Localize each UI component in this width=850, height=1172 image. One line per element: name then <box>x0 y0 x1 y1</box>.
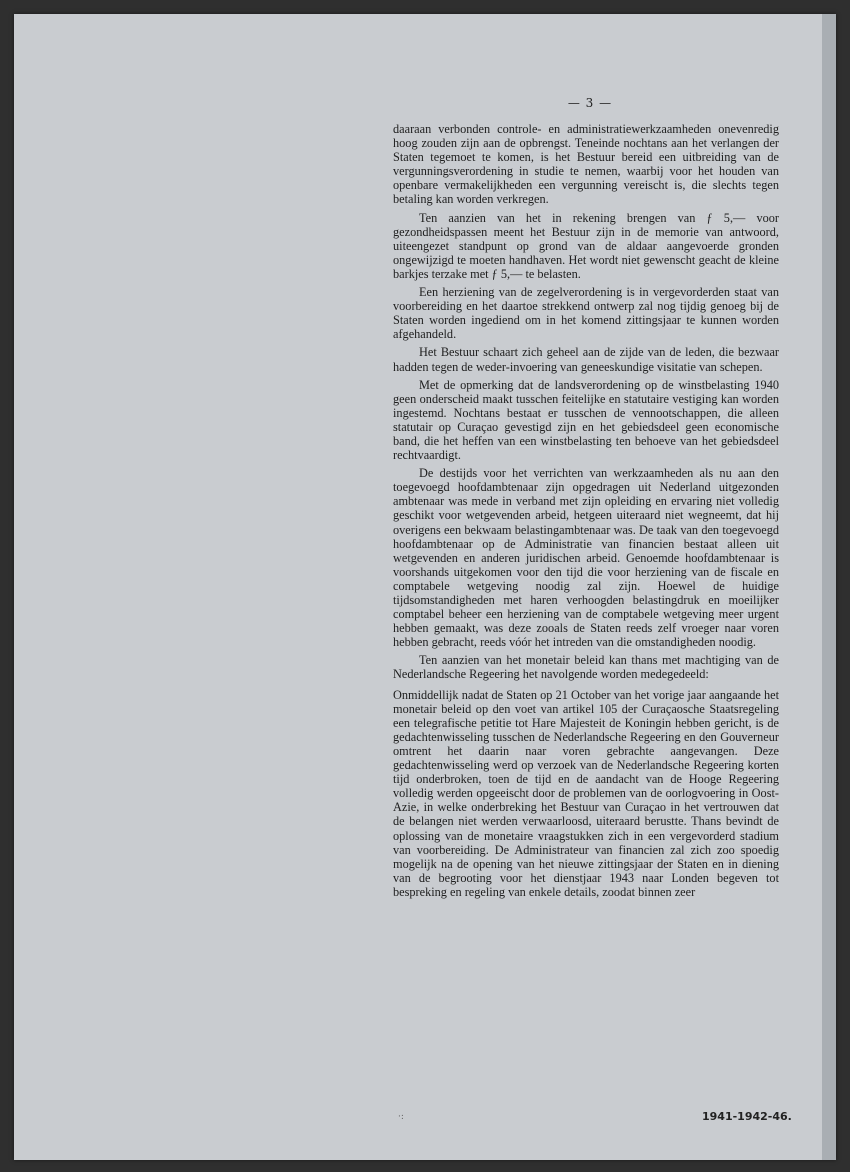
page-edge-shadow <box>822 14 836 1160</box>
paragraph-monetair-beleid: Ten aanzien van het monetair beleid kan thans met machtiging van de Nederlandsche Regeering het navolgende worden medegedeeld: <box>393 653 779 682</box>
paragraph-hoofdambtenaar: De destijds voor het verrichten van werkzaamheden als nu aan den toegevoegd hoofdambtenaar zijn opgedragen uit Nederland uitgezonden ambtenaar was mede in verband met zijn opleiding en ervaring niet volledig geschikt voor wetgevenden arbeid, hetgeen uiteraard niet wegneemt, dat hij overigens een bekwaam belastingambtenaar was. De taak van den toegevoegd hoofdambtenaar op de Administratie van financien bestaat alleen uit wetgevenden en anderen juridischen arbeid. Genoemde hoofdambtenaar is voorshands uitgekomen voor den tijd die voor herziening van de fiscale en comptabele wetgeving noodig zal zijn. Hoewel de huidige tijdsomstandigheden met haren verhoogden belastingdruk en moeilijker comptabel beheer een herziening van de comptabele wetgeving meer urgent hebben gemaakt, was deze zooals de Staten reeds zelf vroeger naar voren hebben gebracht, reeds vóór het intreden van die omstandigheden noodig. <box>393 466 779 650</box>
paragraph-winstbelasting: Met de opmerking dat de landsverordening op de winstbelasting 1940 geen onderscheid maakt tusschen feitelijke en statutaire vestiging kan worden ingestemd. Nochtans bestaat er tusschen de vennootschappen, die alleen statutair op Curaçao gevestigd zijn en het gebiedsdeel geen economische band, die het heffen van een winstbelasting ten behoeve van het gebiedsdeel rechtvaardigt. <box>393 377 779 463</box>
paragraph-continuation: daaraan verbonden controle- en administratiewerkzaamheden onevenredig hoog zouden zijn aan de opbrengst. Teneinde nochtans aan het verlangen der Staten tegemoet te komen, is het Bestuur bereid een uitbreiding van de vergunningsverordening in studie te nemen, waarbij voor het houden van openbare vermakelijkheden een vergunning vereischt is, die slechts tegen betaling kan worden verkregen. <box>393 122 779 207</box>
paragraph-quoted-statement: Onmiddellijk nadat de Staten op 21 October van het vorige jaar aangaande het monetair beleid op den voet van artikel 105 der Curaçaosche Staatsregeling een telegrafische petitie tot Hare Majesteit de Koningin hebben gericht, is de gedachtenwisseling tusschen de Nederlandsche Regeering en den Gouverneur omtrent het daarin naar voren gebrachte aangevangen. Deze gedachtenwisseling werd op verzoek van de Nederlandsche Regeering korten tijd onderbroken, toen de tijd en de aandacht van de Hooge Regeering volledig werden opgeeischt door de problemen van de oorlogvoering in Oost-Azie, in welke onderbreking het Bestuur van Curaçao in het vertrouwen dat de belangen niet werden verwaarloosd, uiteraard berustte. Thans bevindt de oplossing van de monetaire vraagstukken zich in een vergevorderd stadium van voorbereiding. De Administrateur van financien zal zich zoo spoedig mogelijk na de opening van het nieuwe zittingsjaar der Staten en in diening van de begrooting voor het dienstjaar 1943 naar Londen begeven tot bespreking en regeling van enkele details, zoodat binnen zeer <box>393 687 779 899</box>
body-text <box>393 122 779 903</box>
paragraph-gezondheidspassen: Ten aanzien van het in rekening brengen van ƒ 5,— voor gezondheidspassen meent het Bestuur zijn in de memorie van antwoord, uiteengezet standpunt op grond van de aldaar aangevoerde gronden ongewijzigd te moeten handhaven. Het wordt niet gewenscht geacht de kleine barkjes terzake met ƒ 5,— te belasten. <box>393 210 779 281</box>
paragraph-zegelverordening: Een herziening van de zegelverordening is in vergevorderden staat van voorbereiding en het daartoe strekkend ontwerp zal nog tijdig genoeg bij de Staten worden ingediend om in het komend zittingsjaar te kunnen worden afgehandeld. <box>393 285 779 342</box>
scan-speck: ·: <box>398 1112 404 1122</box>
document-reference-code: 1941-1942-46. <box>702 1110 792 1123</box>
paragraph-visitatie: Het Bestuur schaart zich geheel aan de zijde van de leden, die bezwaar hadden tegen de weder-invoering van geneeskundige visitatie van schepen. <box>393 345 779 374</box>
page-number: — 3 — <box>567 96 613 110</box>
